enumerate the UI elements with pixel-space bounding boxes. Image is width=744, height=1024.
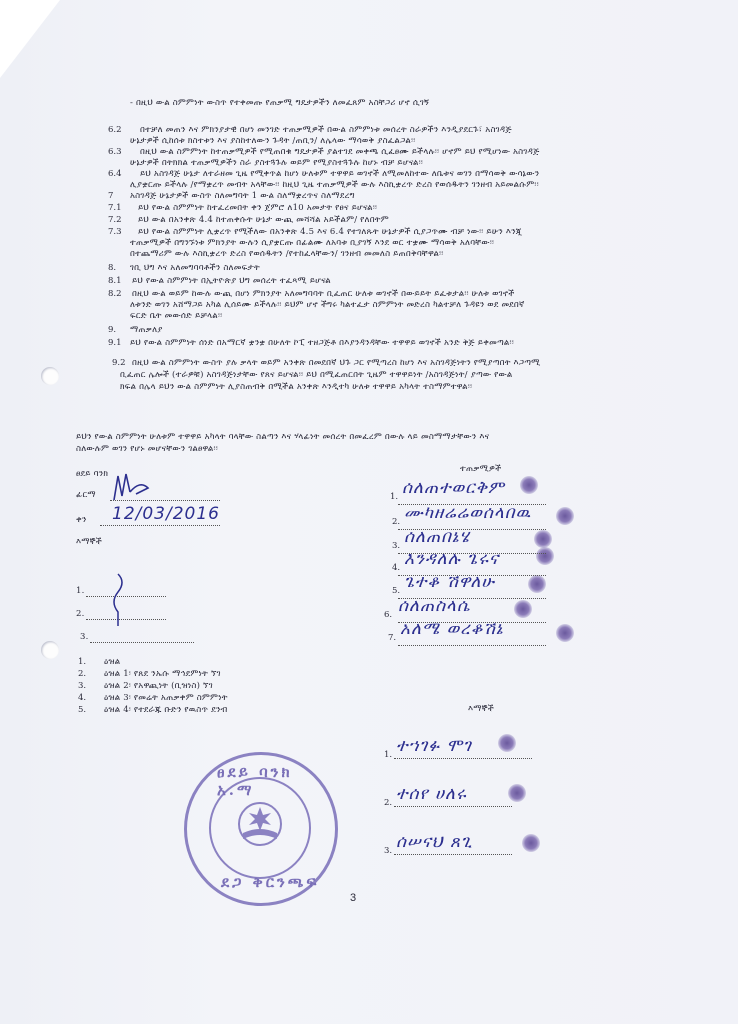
signature-label: ፊርማ (76, 490, 96, 500)
date-label: ቀን (76, 515, 87, 525)
clause-text: ይህ ውል በአንቀጽ 4.4 ከተጠቀሱት ሁኔታ ውጪ መሻሻል አይችልም/ የለበትም (138, 215, 389, 225)
date-value: 12/03/2016 (112, 504, 220, 524)
attachment-number: 1. (78, 657, 87, 667)
beneficiary-line (398, 645, 546, 646)
left-witness-number: 3. (80, 632, 89, 642)
beneficiary-name: እንዳለሉ ጌሩና (404, 549, 499, 569)
beneficiary-name: ሰለጠበኔሄ (404, 527, 470, 547)
header-line: - በዚህ ውል ስምምነት ውስጥ የተቀመጡ የጠቃሚ ግዴታዎችን ለመፈጸም አስቸጋሪ ሆኖ ሲገኝ (130, 98, 430, 108)
beneficiary-name: ሰለጠተወርቅም (402, 478, 505, 498)
right-witness-name: ተኀገፉ ሞገ (396, 736, 472, 756)
right-witness-label: እማኞች (468, 704, 494, 714)
page-number: 3 (350, 892, 357, 904)
witness-line (394, 854, 512, 855)
fingerprint-icon (536, 547, 554, 565)
fingerprint-icon (522, 834, 540, 852)
closing-line: ስለውሉም ወገን የሆኑ መሆናቸውን ገልፀዋል፡፡ (76, 444, 218, 454)
clause-text: በዚህ ውል ወይም ከውሉ ውጪ በሆነ ምክንያት አለመግባባት ቢፈጠር ሁለቱ ወገኖች በውይይት ይፈቱታል፡፡ ሁለቱ ወገኖች (132, 289, 515, 299)
bank-label: ፀደይ ባንክ (76, 469, 109, 479)
clause-text: ክፍል በሌላ ይህን ውል ስምምነት ሊያስጠብቅ በሚችል አንቀጽ እንዲተካ ሁለቱ ተዋዋይ አካላት ተስማምተዋል፡፡ (120, 382, 473, 392)
beneficiary-line (398, 504, 546, 505)
witness-label: እማኞች (76, 537, 102, 547)
clause-number: 6.4 (108, 169, 122, 179)
stamp-bottom-text: ደጋ ቅርንጫፍ (221, 873, 320, 891)
attachment-text: ዕዝል 2፡ የአዋጪነት (ቢዝነስ) ኘገ (104, 681, 213, 691)
fingerprint-icon (498, 734, 516, 752)
beneficiary-line (398, 553, 546, 554)
clause-text: ይህ የውል ስምምነት ሰነድ በአማርኛ ቋንቋ በሁለት ኮፒ ተዘጋጅቶ በእያንዳንዳቸው ተዋዋይ ወገኖች አንድ ቅጅ ይቀመጣል፡፡ (130, 338, 514, 348)
beneficiary-name: ሙካዘሬሬወሰላበዉ (404, 503, 532, 523)
bank-signature (110, 470, 154, 504)
clause-number: 7.1 (108, 203, 122, 213)
clause-number: 8.2 (108, 289, 122, 299)
clause-text: ማጠቃለያ (130, 325, 163, 335)
beneficiary-number: 7. (388, 633, 397, 643)
beneficiary-number: 5. (392, 586, 401, 596)
beneficiary-line (398, 575, 546, 576)
clause-number: 7.2 (108, 215, 122, 225)
punch-hole (41, 367, 59, 385)
beneficiary-line (398, 529, 546, 530)
attachment-number: 3. (78, 681, 87, 691)
attachment-text: ዕዝል 1፡ የጸደ ንኡሱ ማኅደምነት ኘገ (104, 669, 221, 679)
beneficiary-name: ሰለጠስላሴ (398, 596, 471, 616)
attachment-number: 2. (78, 669, 87, 679)
fingerprint-icon (556, 507, 574, 525)
stamp-top-text: ፀደይ ባንክ አ.ማ (217, 763, 293, 799)
right-witness-name: ተሰየ ሀለሩ (396, 784, 467, 804)
beneficiary-name: አለሜ ወረቆሽኔ (400, 619, 504, 639)
clause-text: በዚህ ውል ስምምነት ውስጥ ያሉ ቃላት ወይም አንቀጽ በመደበኛ ህጉ ጋር የሚጣረስ ከሆነ እና አስገዳጅነትን የሚያጣበት እጋጣሚ (132, 358, 541, 368)
clause-number: 9.2 (112, 358, 126, 368)
fingerprint-icon (514, 600, 532, 618)
beneficiary-line (398, 598, 546, 599)
clause-text: ቢፈጠር ሌሎች (ተራዎቹ) አስገዳጅነታቸው የጸና ይሆናል፡፡ ይህ በሚፈጠርበት ጊዜም ተዋዋይነት /አስገዳጅነት/ ያጣው የውል (120, 370, 513, 380)
punch-hole (41, 641, 59, 659)
clause-text: በዚህ ውል ስምምነት ከተጠቃሚዎች የሚጠበቁ ግዴታዎች ያልተገደ መቀጫ ሲፈፀሙ ይችላሉ፡፡ ሆኖም ይህ የሚሆነው አስገዳጅ (140, 147, 540, 157)
attachment-text: ዕዝል 4፡ የተደራጁ ቡድን የዉስጥ ደንብ (104, 705, 228, 715)
clause-text: ይህ የውል ስምምነት በኢትዮጵያ ህግ መሰረት ተፈጻሚ ይሆናል (132, 276, 331, 286)
right-witness-number: 3. (384, 846, 393, 856)
clause-text: ተጠቃሚዎች በግንኙነቱ ምክንያት ውሉን ሲያቋርጡ በፊልሙ ለአባቱ ቢያገኝ እንደ ወር ተቋሙ ማሳወቅ አለባቸው፡፡ (130, 238, 495, 248)
fingerprint-icon (508, 784, 526, 802)
witness-signature (108, 572, 128, 628)
clause-number: 6.2 (108, 125, 122, 135)
clause-number: 8.1 (108, 276, 122, 286)
attachment-number: 5. (78, 705, 87, 715)
date-line (100, 525, 220, 526)
attachment-text: ዕዝል (104, 657, 121, 667)
right-witness-number: 1. (384, 750, 393, 760)
beneficiary-number: 3. (392, 541, 401, 551)
clause-text: ይህ አስገዳጅ ሁኔታ ለተራዘመ ጊዜ የሚቀጥል ከሆነ ሁለቱም ተዋዋይ ወገኖች ለሚመለከተው ለቤቱና ወገን በማሳወቅ ውሳኔውን (140, 169, 540, 179)
clause-text: በተጨማሪም ውሉ እስኪቋረጥ ድረስ የወሰዱትን /የተከፈላቸውን/ ገንዘብ መመለስ ይጠበቅባቸዋል፡፡ (130, 249, 444, 259)
right-witness-name: ሰሠናህ ጸጊ (396, 832, 473, 852)
left-witness-number: 1. (76, 586, 85, 596)
witness-line (90, 642, 194, 643)
clause-number: 7 (108, 191, 114, 201)
clause-number: 6.3 (108, 147, 122, 157)
clause-text: ሁኔታዎች በትክክል ተጠቃሚዎችን ስራ ያስተጓጉሉ ወይም የሚያስተጓጉሉ ከሆኑ ብቻ ይሆናል፡፡ (130, 158, 424, 168)
beneficiary-number: 4. (392, 563, 401, 573)
witness-line (394, 758, 532, 759)
witness-line (394, 806, 512, 807)
clause-text: ይህ የውል ስምምነት ከተፈረመበት ቀን ጀምሮ ለ10 አመታት የፀና ይሆናል፡፡ (138, 203, 378, 213)
closing-line: ይህን የውል ስምምነት ሁለቱም ተዋዋይ አካላት ባላቸው ስልጣን እና ሃላፊነት መሰረት በመፈረም በውሉ ላይ መስማማታቸውን እና (76, 432, 490, 442)
clause-text: አስገዳጅ ሁኔታዎች ውስጥ ስለመግባት 1 ውል ስለማቋረጥና ስለማደረግ (130, 191, 355, 201)
beneficiary-number: 2. (392, 517, 401, 527)
left-witness-number: 2. (76, 609, 85, 619)
right-witness-number: 2. (384, 798, 393, 808)
beneficiary-number: 6. (384, 610, 393, 620)
bank-logo-icon (237, 801, 283, 847)
clause-text: በተቻለ መጠን እና ምክንያታዊ በሆነ መንገድ ተጠቃሚዎች በውል ስምምነቱ መሰረት ስራዎችን እንዲያደርጉ፣ አስገዳጅ (140, 125, 512, 135)
beneficiary-number: 1. (390, 492, 399, 502)
clause-number: 7.3 (108, 227, 122, 237)
beneficiary-name: ጌተቆ ሽዋለሁ (404, 572, 495, 592)
clause-number: 8. (108, 263, 117, 273)
beneficiaries-label: ተጠቃሚዎች (460, 464, 502, 474)
fingerprint-icon (534, 530, 552, 548)
clause-text: ፍርድ ቤት መውሰድ ይቻላል፡፡ (130, 311, 223, 321)
clause-text: ገቢ ህግ እና አለመግባባቶችን ስለመፍታት (130, 263, 260, 273)
paper-edge (738, 0, 744, 1024)
folded-corner (0, 0, 60, 78)
clause-text: ለቱንድ ወገን አሸማጋይ አካል ሊሰይሙ ይችላሉ፡፡ ይህም ሆኖ ችግሩ ካልተፈታ ስምምነት መድረስ ካልተቻለ ጉዳዩን ወደ መደበኛ (130, 300, 525, 310)
fingerprint-icon (556, 624, 574, 642)
clause-text: ሊያቋርጡ ይችላሉ /የማቋረጥ መብት አላቸው፡፡ ከዚህ ጊዜ ተጠቃሚዎች ውሉ እስኪቋረጥ ድረስ የወሰዱትን ገንዘብ አይመልሱም፡፡ (130, 180, 539, 190)
clause-text: ይህ የውል ስምምነት ሊቋረጥ የሚችለው በአንቀጽ 4.5 እና 6.4 የተገለጹት ሁኔታዎች ሲያጋጥሙ ብቻ ነው፡፡ ይሁን እንጂ (138, 227, 523, 237)
beneficiary-line (398, 622, 546, 623)
fingerprint-icon (520, 476, 538, 494)
clause-number: 9. (108, 325, 117, 335)
fingerprint-icon (528, 575, 546, 593)
clause-number: 9.1 (108, 338, 122, 348)
attachment-text: ዕዝል 3፡ የመሬት አጠቃቀም ስምምነት (104, 693, 228, 703)
clause-text: ሁኔታዎች ሲከሰቱ ክስተቱን እና ያስከተለውን ጉዳት /ጠቢን/ ለሌላው ማሳወቅ ያስፈልጋል፡፡ (130, 136, 416, 146)
attachment-number: 4. (78, 693, 87, 703)
bank-stamp (184, 752, 338, 906)
